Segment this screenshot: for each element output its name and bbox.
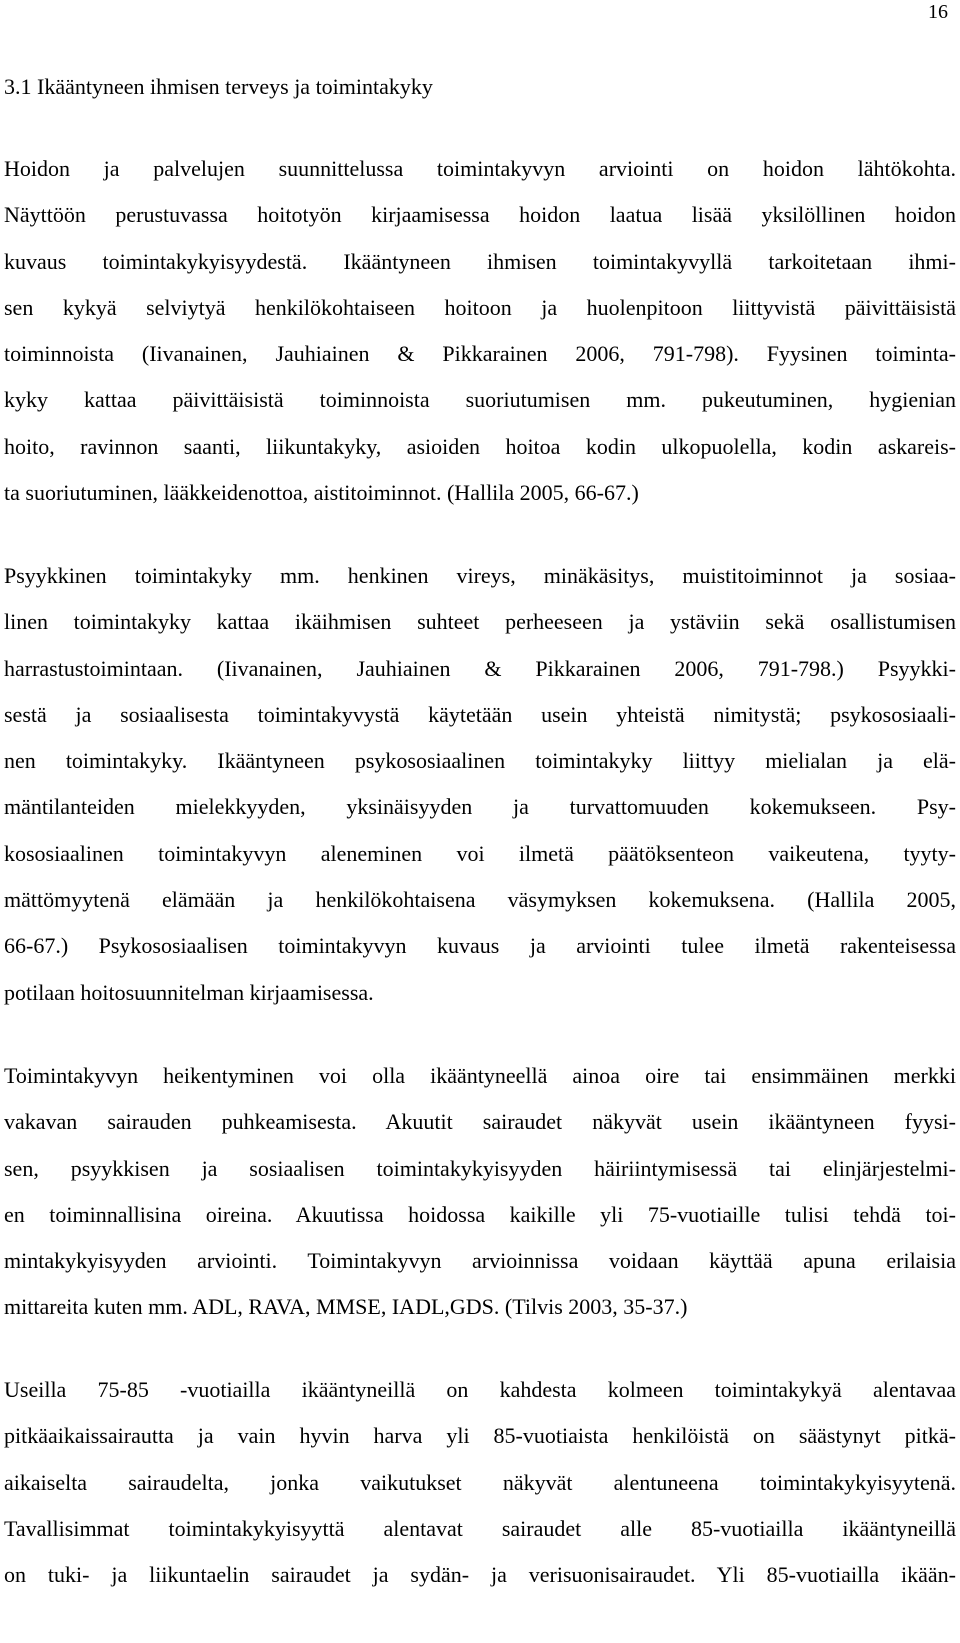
text-line: sen, psyykkisen ja sosiaalisen toimintakykyisyyden häiriintymisessä tai elinjärjestelmi- [4,1155,956,1181]
text-line: pitkäaikaissairautta ja vain hyvin harva yli 85-vuotiaista henkilöistä on säästynyt pitkä- [4,1423,956,1449]
text-line: linen toimintakyky kattaa ikäihmisen suhteet perheeseen ja ystäviin sekä osallistumisen [4,609,956,635]
text-line: sestä ja sosiaalisesta toimintakyvystä käytetään usein yhteistä nimitystä; psykososiaali- [4,701,956,727]
text-line: ta suoriutuminen, lääkkeidenottoa, aistitoiminnot. (Hallila 2005, 66-67.) [4,480,639,506]
text-line: mättömyytenä elämään ja henkilökohtaisena väsymyksen kokemuksena. (Hallila 2005, [4,887,956,913]
section-heading: 3.1 Ikääntyneen ihmisen terveys ja toimintakyky [4,74,433,99]
text-line: mintakykyisyyden arviointi. Toimintakyvyn arvioinnissa voidaan käyttää apuna erilaisia [4,1248,956,1274]
text-line: Psyykkinen toimintakyky mm. henkinen vireys, minäkäsitys, muistitoiminnot ja sosiaa- [4,563,956,588]
text-line: Hoidon ja palvelujen suunnittelussa toimintakyvyn arviointi on hoidon lähtökohta. [4,156,956,181]
text-line: en toiminnallisina oireina. Akuutissa hoidossa kaikille yli 75-vuotiaille tulisi tehdä toi- [4,1201,956,1227]
text-line: harrastustoimintaan. (Iivanainen, Jauhiainen & Pikkarainen 2006, 791-798.) Psyykki- [4,655,956,681]
text-line: Tavallisimmat toimintakykyisyyttä alentavat sairaudet alle 85-vuotiailla ikääntyneillä [4,1515,956,1541]
text-line: kuvaus toimintakykyisyydestä. Ikääntyneen ihmisen toimintakyvyllä tarkoitetaan ihmi- [4,248,956,274]
text-line: vakavan sairauden puhkeamisesta. Akuutit sairaudet näkyvät usein ikääntyneen fyysi- [4,1109,956,1135]
text-line: kososiaalinen toimintakyvyn aleneminen voi ilmetä päätöksenteon vaikeutena, tyyty- [4,840,956,866]
text-line: sen kykyä selviytyä henkilökohtaiseen hoitoon ja huolenpitoon liittyvistä päivittäisistä [4,294,956,320]
text-line: potilaan hoitosuunnitelman kirjaamisessa. [4,979,374,1005]
text-line: on tuki- ja liikuntaelin sairaudet ja sydän- ja verisuonisairaudet. Yli 85-vuotiailla ikään- [4,1562,956,1588]
text-line: Toimintakyvyn heikentyminen voi olla ikääntyneellä ainoa oire tai ensimmäinen merkki [4,1063,956,1088]
paragraph-psychosocial-ability [4,553,956,1016]
text-line: toiminnoista (Iivanainen, Jauhiainen & Pikkarainen 2006, 791-798). Fyysinen toiminta- [4,341,956,367]
paragraph-chronic-illness [4,1367,956,1598]
paragraph-decline-of-ability [4,1053,956,1331]
text-line: Näyttöön perustuvassa hoitotyön kirjaamisessa hoidon laatua lisää yksilöllinen hoidon [4,202,956,228]
text-line: nen toimintakyky. Ikääntyneen psykososiaalinen toimintakyky liittyy mielialan ja elä- [4,748,956,774]
text-line: kyky kattaa päivittäisistä toiminnoista suoriutumisen mm. pukeutuminen, hygienian [4,387,956,413]
paragraph-functional-ability [4,146,956,516]
text-line: mittareita kuten mm. ADL, RAVA, MMSE, IADL,GDS. (Tilvis 2003, 35-37.) [4,1294,688,1320]
text-line: hoito, ravinnon saanti, liikuntakyky, asioiden hoitoa kodin ulkopuolella, kodin askareis- [4,433,956,459]
text-line: 66-67.) Psykososiaalisen toimintakyvyn kuvaus ja arviointi tulee ilmetä rakenteisessa [4,933,956,959]
text-line: aikaiselta sairaudelta, jonka vaikutukset näkyvät alentuneena toimintakykyisyytenä. [4,1469,956,1495]
page-number: 16 [928,1,948,23]
text-line: mäntilanteiden mielekkyyden, yksinäisyyden ja turvattomuuden kokemukseen. Psy- [4,794,956,820]
text-line: Useilla 75-85 -vuotiailla ikääntyneillä on kahdesta kolmeen toimintakykyä alentavaa [4,1377,956,1402]
